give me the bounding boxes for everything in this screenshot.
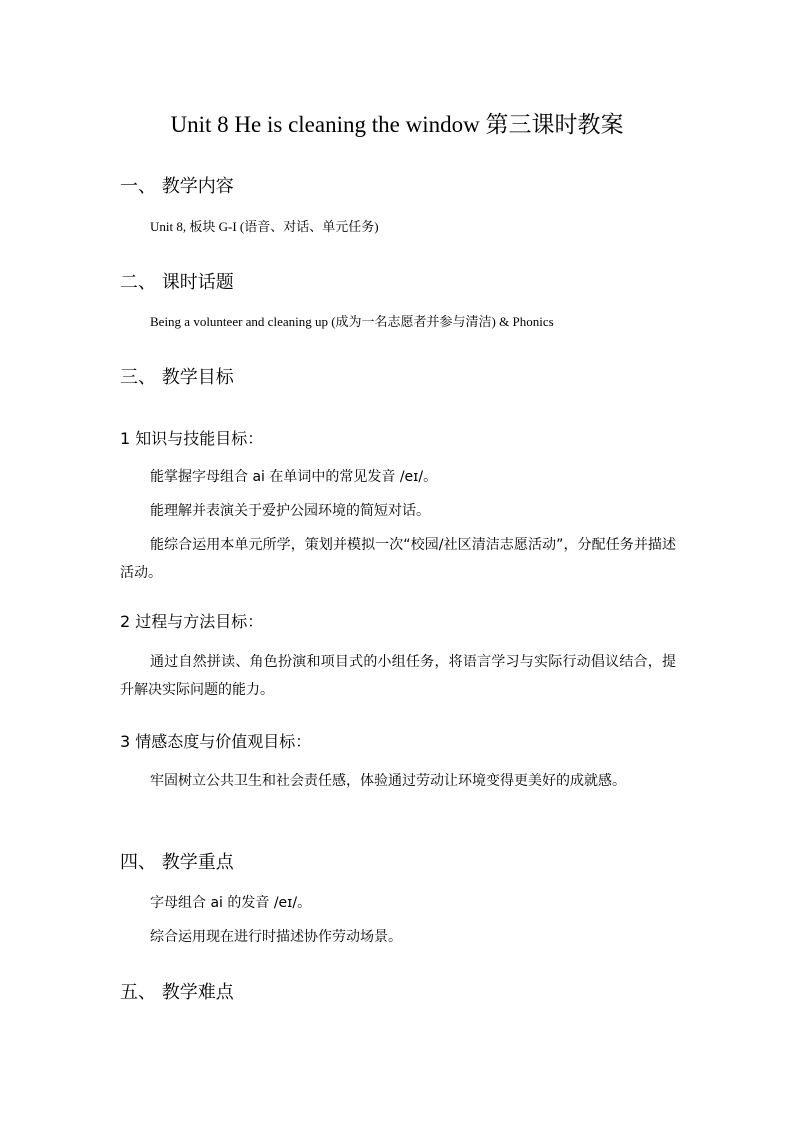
teaching-content-text: Unit 8, 板块 G-I (语音、对话、单元任务) xyxy=(150,219,379,234)
section-heading-key-points: 四、 教学重点 xyxy=(120,852,234,873)
section-heading-difficult-points: 五、 教学难点 xyxy=(120,982,234,1003)
objective-item: 牢固树立公共卫生和社会责任感，体验通过劳动让环境变得更美好的成就感。 xyxy=(150,773,626,789)
subheading-process-methods: 2 过程与方法目标： xyxy=(120,612,264,631)
document-title: Unit 8 He is cleaning the window 第三课时教案 xyxy=(170,112,624,137)
objective-item: 能掌握字母组合 ai 在单词中的常见发音 /eɪ/。 xyxy=(150,469,438,485)
subheading-knowledge-skills: 1 知识与技能目标： xyxy=(120,429,264,448)
section-heading-lesson-topic: 二、 课时话题 xyxy=(120,272,234,293)
objective-item: 能理解并表演关于爱护公园环境的简短对话。 xyxy=(150,503,430,519)
objective-item: 能综合运用本单元所学，策划并模拟一次“校园/社区清洁志愿活动”，分配任务并描述活动。 xyxy=(120,537,676,581)
section-heading-teaching-objectives: 三、 教学目标 xyxy=(120,367,234,388)
objective-item: 通过自然拼读、角色扮演和项目式的小组任务，将语言学习与实际行动倡议结合，提升解决实际问题的能力。 xyxy=(120,654,676,698)
subheading-emotional-values: 3 情感态度与价值观目标： xyxy=(120,732,312,751)
key-point-item: 综合运用现在进行时描述协作劳动场景。 xyxy=(150,929,402,945)
lesson-topic-text: Being a volunteer and cleaning up (成为一名志愿者并参与清洁) & Phonics xyxy=(150,314,554,329)
key-point-item: 字母组合 ai 的发音 /eɪ/。 xyxy=(150,895,312,911)
section-heading-teaching-content: 一、 教学内容 xyxy=(120,176,234,197)
